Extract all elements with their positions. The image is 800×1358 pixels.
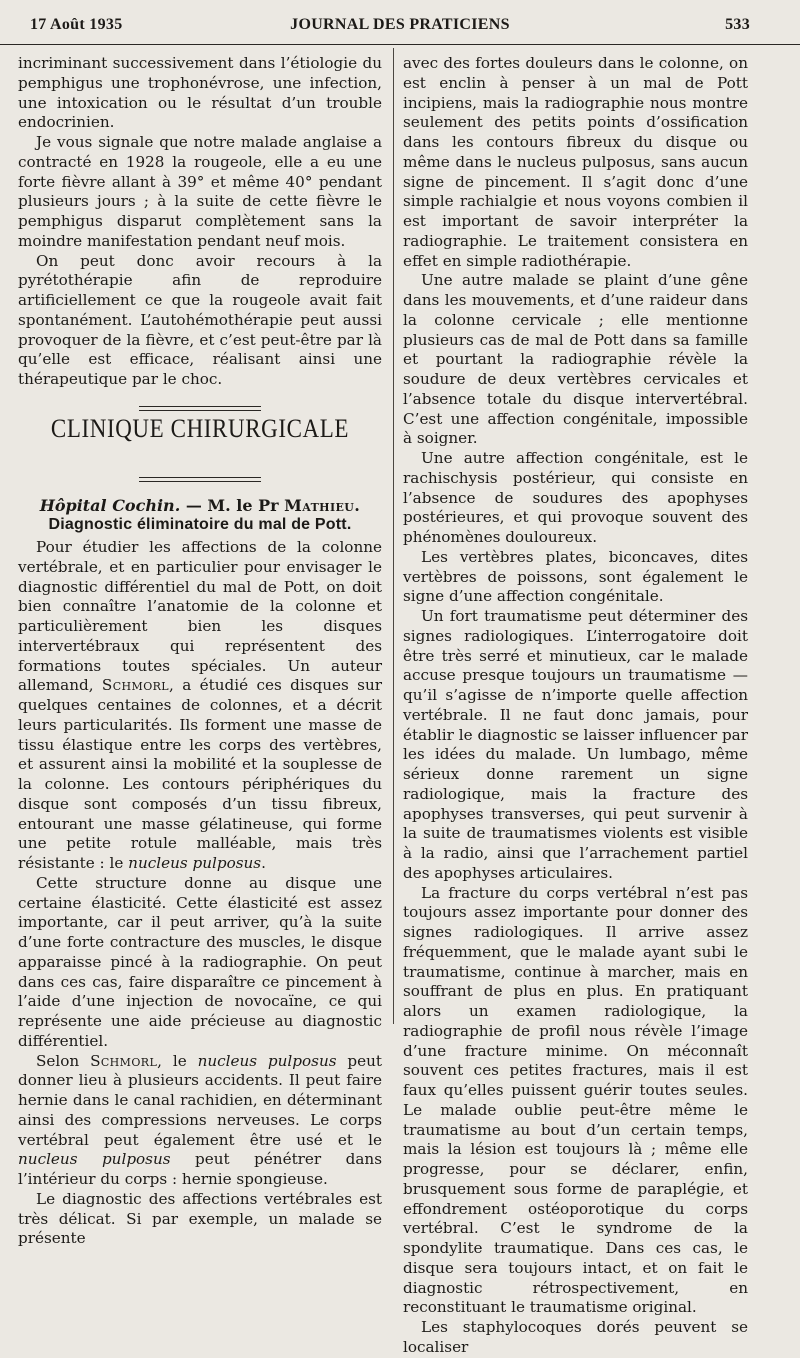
lecture-attribution	[18, 496, 382, 516]
hospital-name: Hôpital Cochin.	[39, 495, 181, 515]
professor-prefix: Pr	[258, 495, 279, 515]
paragraph: Le diagnostic des affections vertébrales est très délicat. Si par exemple, un malade se présente	[18, 1189, 382, 1248]
paragraph: La fracture du corps vertébral n’est pas toujours assez importante pour donner des signes radiologiques. Il arrive assez fréquemment, que le malade ayant subi le traumatisme, continue à marcher, mais en souffrant de plus en plus. En pratiquant alors un examen radiologique, la radiographie de profil nous révèle l’image d’une fracture minime. On méconnaît souvent ces petites fractures, mais il est faux qu’elles puissent guérir toutes seules. Le malade oublie peut-être même le traumatisme au bout d’un certain temps, mais la lésion est toujours là ; même elle progresse, pour se déclarer, enfin, brusquement sous forme de paraplégie, et effondrement ostéoporotique du corps vertébral. C’est le syndrome de la spondylite traumatique. Dans ces cas, le disque sera toujours intact, et on fait le diagnostic rétrospectivement, en reconstituant le traumatisme original.	[403, 883, 748, 1317]
author-name: Schmorl	[90, 1051, 158, 1070]
paragraph: Je vous signale que notre malade anglaise a contracté en 1928 la rougeole, elle a eu une forte fièvre allant à 39° et même 40° pendant plusieurs jours ; à la suite de cette fièvre le pemphigus disparut complètement sans la moindre manifestation pendant neuf mois.	[18, 133, 382, 250]
page-header	[0, 0, 800, 45]
paragraph: Les staphylocoques dorés peuvent se localiser	[403, 1318, 748, 1356]
paragraph: Les vertèbres plates, biconcaves, dites vertèbres de poissons, sont également le signe d’une affection congénitale.	[403, 547, 748, 606]
section-title: CLINIQUE CHIRURGICALE	[50, 413, 350, 443]
section-rule-bottom	[139, 477, 261, 482]
professor-name: Mathieu.	[284, 495, 361, 515]
left-column	[18, 54, 383, 1248]
paragraph: Pour étudier les affections de la colonne vertébrale, et en particulier pour envisager le diagnostic différentiel du mal de Pott, on doit bien connaître l’anatomie de la colonne et particulièrement bien les disques intervertébraux qui représentent des formations toutes spéciales. Un auteur allemand, Schmorl, a étudié ces disques sur quelques centaines de colonnes, et a décrit leurs particularités. Ils forment une masse de tissu élastique entre les corps des vertèbres, et assurent ainsi la mobilité et la souplesse de la colonne. Les contours périphériques du disque sont composés d’un tissu fibreux, entourant une masse gélatineuse, qui forme une petite rotule malléable, mais très résistante : le nucleus pulposus.	[18, 538, 382, 872]
section-rule-top	[139, 406, 261, 411]
paragraph: Selon Schmorl, le nucleus pulposus peut donner lieu à plusieurs accidents. Il peut faire hernie dans le canal rachidien, en déterminant ainsi des compressions nerveuses. Le corps vertébral peut également être usé et le nucleus pulposus peut pénétrer dans l’intérieur du corps : hernie spongieuse.	[18, 1051, 383, 1188]
attribution-prefix: — M. le	[180, 495, 259, 515]
paragraph: On peut donc avoir recours à la pyrétothérapie afin de reproduire artificiellement ce que la rougeole avait fait spontanément. L’autohémothérapie peut aussi provoquer de la fièvre, et c’est peut-être par là qu’elle est efficace, réalisant ainsi une thérapeutique par le choc.	[18, 251, 382, 388]
issue-date: 17 Août 1935	[30, 16, 123, 33]
journal-title: JOURNAL DES PRATICIENS	[290, 16, 510, 33]
author-name: Schmorl	[101, 676, 170, 695]
column-divider	[393, 48, 394, 1024]
paragraph: Cette structure donne au disque une certaine élasticité. Cette élasticité est assez importante, car il peut arriver, qu’à la suite d’une forte contracture des muscles, le disque apparaisse pincé à la radiographie. On peut dans ces cas, faire disparaître ce pincement à l’aide d’une injection de novocaïne, ce qui représente une aide précieuse au diagnostic différentiel.	[18, 873, 382, 1050]
paragraph: Un fort traumatisme peut déterminer des signes radiologiques. L’interrogatoire doit être très serré et minutieux, car le malade accuse presque toujours un traumatisme — qu’il s’agisse de n’importe quelle affection vertébrale. Il ne faut donc jamais, pour établir le diagnostic se laisser influencer par les idées du malade. Un lumbago, même sérieux donne rarement un signe radiologique, mais la fracture des apophyses transverses, qui peut survenir à la suite de traumatismes violents est visible à la radio, ainsi que l’arrachement partiel des apophyses articulaires.	[403, 607, 748, 882]
page-number: 533	[725, 16, 750, 33]
right-column	[403, 54, 748, 1356]
term-nucleus-pulposus: nucleus pulposus	[18, 1150, 171, 1169]
article-title: Diagnostic éliminatoire du mal de Pott.	[48, 516, 352, 534]
paragraph: Une autre affection congénitale, est le rachischysis postérieur, qui consiste en l’absence de soudures des apophyses postérieures, et qui provoque souvent des phénomènes douloureux.	[403, 449, 748, 546]
paragraph: avec des fortes douleurs dans le colonne, on est enclin à penser à un mal de Pott incipiens, mais la radiographie nous montre seulement des petits points d’ossification dans les contours fibreux du disque ou même dans le nucleus pulposus, sans aucun signe de pincement. Il s’agit donc d’une simple rachialgie et nous voyons combien il est important de savoir interpréter la radiographie. Le traitement consistera en effet en simple radiothérapie.	[403, 54, 748, 270]
paragraph: Une autre malade se plaint d’une gêne dans les mouvements, et d’une raideur dans la colonne cervicale ; elle mentionne plusieurs cas de mal de Pott dans sa famille et pourtant la radiographie révèle la soudure de deux vertèbres cervicales et l’absence totale du disque intervertébral. C’est une affection congénitale, impossible à soigner.	[403, 271, 748, 448]
paragraph: incriminant successivement dans l’étiologie du pemphigus une trophonévrose, une infection, une intoxication ou le résultat d’un trouble endocrinien.	[18, 54, 382, 132]
term-nucleus-pulposus: nucleus pulposus	[128, 854, 262, 872]
term-nucleus-pulposus: nucleus pulposus	[197, 1051, 337, 1070]
